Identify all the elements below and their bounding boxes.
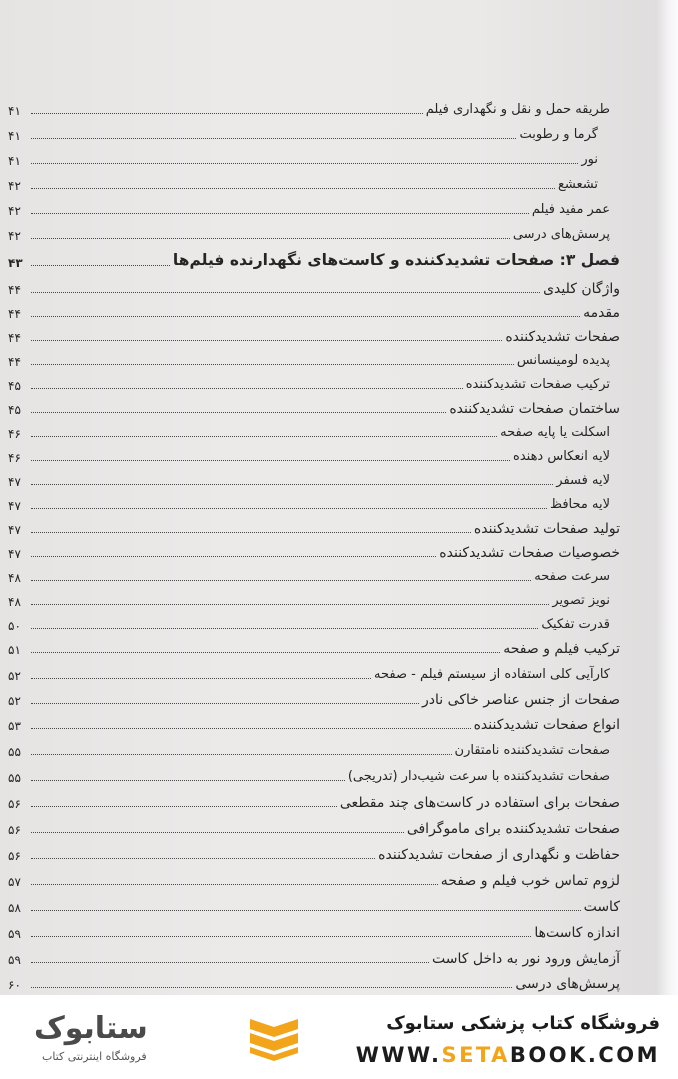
dot-leader [31, 556, 436, 557]
toc-entry-page: ۴۲ [8, 203, 21, 218]
toc-entry-title: تولید صفحات تشدیدکننده [473, 520, 620, 537]
toc-entry-title: تشعشع [557, 177, 598, 193]
dot-leader [31, 580, 531, 581]
toc-entry-title: اندازه کاست‌ها [534, 924, 620, 941]
toc-entry [8, 762, 620, 786]
toc-entry [8, 788, 620, 812]
toc-entry-page: ۵۶ [8, 796, 21, 811]
toc-entry [8, 840, 620, 864]
toc-entry [8, 586, 620, 610]
toc-entry [8, 514, 620, 538]
toc-entry-page: ۵۹ [8, 952, 21, 967]
toc-entry [8, 370, 620, 394]
toc-entry [8, 220, 620, 244]
toc-entry [8, 736, 620, 760]
dot-leader [31, 987, 512, 988]
toc-entry-page: ۴۵ [8, 378, 21, 393]
toc-entry-title: صفحات تشدیدکننده برای ماموگرافی [406, 820, 620, 837]
dot-leader [31, 113, 423, 114]
toc-entry-title: پرسش‌های درسی [512, 227, 610, 243]
dot-leader [31, 484, 553, 485]
toc-entry-title: پدیده لومینسانس [516, 353, 610, 369]
toc-entry-page: ۴۷ [8, 474, 21, 489]
toc-entry-page: ۴۲ [8, 228, 21, 243]
toc-entry [8, 944, 620, 968]
toc-entry-title: لایه محافظ [549, 497, 610, 513]
dot-leader [31, 188, 555, 189]
toc-entry [8, 490, 620, 514]
toc-entry-page: ۵۰ [8, 618, 21, 633]
toc-entry-page: ۵۱ [8, 642, 21, 657]
toc-entry-page: ۴۶ [8, 426, 21, 441]
dot-leader [31, 163, 578, 164]
url-prefix: WWW. [355, 1043, 442, 1067]
toc-entry-title: ترکیب فیلم و صفحه [503, 640, 620, 657]
toc-entry [8, 274, 620, 298]
toc-entry-title: لایه انعکاس دهنده [513, 449, 610, 465]
toc-entry-page: ۵۶ [8, 822, 21, 837]
toc-entry [8, 145, 620, 169]
dot-leader [31, 436, 497, 437]
toc-entry-title: پرسش‌های درسی [515, 975, 620, 992]
dot-leader [31, 780, 345, 781]
toc-entry-title: لزوم تماس خوب فیلم و صفحه [440, 872, 620, 889]
toc-entry [8, 562, 620, 586]
toc-entry-title: قدرت تفکیک [541, 617, 610, 633]
url-brand: SETA [441, 1043, 510, 1067]
toc-entry-title: کاست [583, 898, 620, 915]
toc-entry-title: صفحات تشدیدکننده با سرعت شیب‌دار (تدریجی) [347, 769, 610, 785]
toc-entry [8, 394, 620, 418]
toc-entry [8, 892, 620, 916]
toc-entry-title: نویز تصویر [552, 593, 610, 609]
toc-entry-title: مقدمه [583, 304, 620, 321]
toc-entry [8, 418, 620, 442]
toc-entry-page: ۴۷ [8, 498, 21, 513]
toc-entry-page: ۵۹ [8, 926, 21, 941]
toc-entry-title: صفحات برای استفاده در کاست‌های چند مقطعی [339, 794, 620, 811]
dot-leader [31, 412, 446, 413]
toc-entry-page: ۵۳ [8, 718, 21, 733]
toc-entry-page: ۵۷ [8, 874, 21, 889]
toc-entry-page: ۴۴ [8, 354, 21, 369]
dot-leader [31, 806, 337, 807]
dot-leader [31, 388, 463, 389]
store-url[interactable] [356, 1043, 660, 1067]
dot-leader [31, 754, 452, 755]
toc-entry-title: انواع صفحات تشدیدکننده [473, 716, 620, 733]
toc-entry-title: کارآیی کلی استفاده از سیستم فیلم - صفحه [374, 667, 610, 683]
toc-entry [8, 538, 620, 562]
toc-entry-page: ۵۲ [8, 668, 21, 683]
toc-entry [8, 610, 620, 634]
dot-leader [31, 340, 502, 341]
toc-entry-page: ۵۵ [8, 770, 21, 785]
toc-entry-title: واژگان کلیدی [543, 280, 620, 297]
dot-leader [31, 265, 170, 266]
dot-leader [31, 460, 510, 461]
toc-entry [8, 95, 620, 119]
toc-entry-title: ساختمان صفحات تشدیدکننده [449, 400, 620, 417]
toc-entry-page: ۴۸ [8, 594, 21, 609]
toc-entry [8, 466, 620, 490]
toc-entry [8, 685, 620, 709]
toc-entry-title: حفاظت و نگهداری از صفحات تشدیدکننده [378, 846, 620, 863]
dot-leader [31, 238, 510, 239]
toc-entry-page: ۴۶ [8, 450, 21, 465]
url-suffix: BOOK.COM [509, 1043, 660, 1067]
toc-entry-page: ۶۰ [8, 977, 21, 992]
store-name: فروشگاه کتاب پزشکی ستابوک [386, 1013, 660, 1034]
toc-entry-title: اسکلت یا پایه صفحه [500, 425, 610, 441]
toc-entry [8, 120, 620, 144]
toc-entry-page: ۴۴ [8, 282, 21, 297]
toc-entry-page: ۵۸ [8, 900, 21, 915]
toc-entry [8, 346, 620, 370]
store-logo-wordmark: ستابوک [34, 1011, 148, 1046]
toc-entry-title: صفحات تشدیدکننده نامتقارن [454, 743, 610, 759]
toc-entry-page: ۴۷ [8, 546, 21, 561]
toc-entry [8, 442, 620, 466]
toc-entry-title: سرعت صفحه [534, 569, 610, 585]
dot-leader [31, 138, 516, 139]
dot-leader [31, 628, 538, 629]
dot-leader [31, 292, 540, 293]
toc-entry-title: صفحات تشدیدکننده [505, 328, 620, 345]
toc-entry [8, 298, 620, 322]
toc-entry-page: ۴۱ [8, 153, 21, 168]
toc-entry-page: ۵۶ [8, 848, 21, 863]
dot-leader [31, 962, 429, 963]
toc-entry [8, 170, 620, 194]
store-footer-banner [0, 995, 678, 1079]
dot-leader [31, 910, 581, 911]
toc-entry-page: ۵۵ [8, 744, 21, 759]
toc-entry [8, 866, 620, 890]
store-logo-tagline: فروشگاه اینترنتی کتاب [42, 1050, 147, 1063]
dot-leader [31, 316, 580, 317]
dot-leader [31, 832, 404, 833]
toc-entry-title: آزمایش ورود نور به داخل کاست [431, 950, 620, 967]
toc-entry-page: ۴۷ [8, 522, 21, 537]
toc-entry-title: نور [581, 152, 598, 168]
dot-leader [31, 678, 371, 679]
toc-entry [8, 710, 620, 734]
dot-leader [31, 858, 375, 859]
toc-entry [8, 969, 620, 993]
dot-leader [31, 936, 531, 937]
toc-entry-title: عمر مفید فیلم [531, 202, 610, 218]
toc-entry [8, 634, 620, 658]
dot-leader [31, 652, 500, 653]
toc-entry-page: ۴۱ [8, 103, 21, 118]
toc-entry-page: ۴۵ [8, 402, 21, 417]
dot-leader [31, 213, 529, 214]
dot-leader [31, 604, 549, 605]
toc-entry-page: ۴۸ [8, 570, 21, 585]
dot-leader [31, 884, 438, 885]
chapter-title: فصل ۳: صفحات تشدیدکننده و کاست‌های نگهدارنده فیلم‌ها [172, 251, 620, 270]
toc-entry [8, 918, 620, 942]
toc-entry-title: لایه فسفر [556, 473, 610, 489]
toc-entry-title: گرما و رطوبت [519, 127, 598, 143]
toc-entry-page: ۴۱ [8, 128, 21, 143]
chapter-heading [8, 247, 620, 271]
dot-leader [31, 508, 547, 509]
toc-entry [8, 195, 620, 219]
dot-leader [31, 364, 514, 365]
dot-leader [31, 703, 419, 704]
toc-entry-page: ۵۲ [8, 693, 21, 708]
book-logo-icon [246, 1009, 302, 1065]
toc-entry-title: صفحات از جنس عناصر خاکی نادر [422, 691, 620, 708]
dot-leader [31, 532, 471, 533]
toc-entry-title: خصوصیات صفحات تشدیدکننده [439, 544, 620, 561]
dot-leader [31, 728, 471, 729]
toc-entry [8, 814, 620, 838]
toc-entry-title: ترکیب صفحات تشدیدکننده [465, 377, 610, 393]
chapter-page: ۴۳ [8, 255, 23, 270]
toc-entry-title: طریقه حمل و نقل و نگهداری فیلم [425, 102, 610, 118]
toc-entry [8, 660, 620, 684]
toc-entry-page: ۴۴ [8, 330, 21, 345]
toc-entry [8, 322, 620, 346]
toc-entry-page: ۴۴ [8, 306, 21, 321]
toc-entry-page: ۴۲ [8, 178, 21, 193]
